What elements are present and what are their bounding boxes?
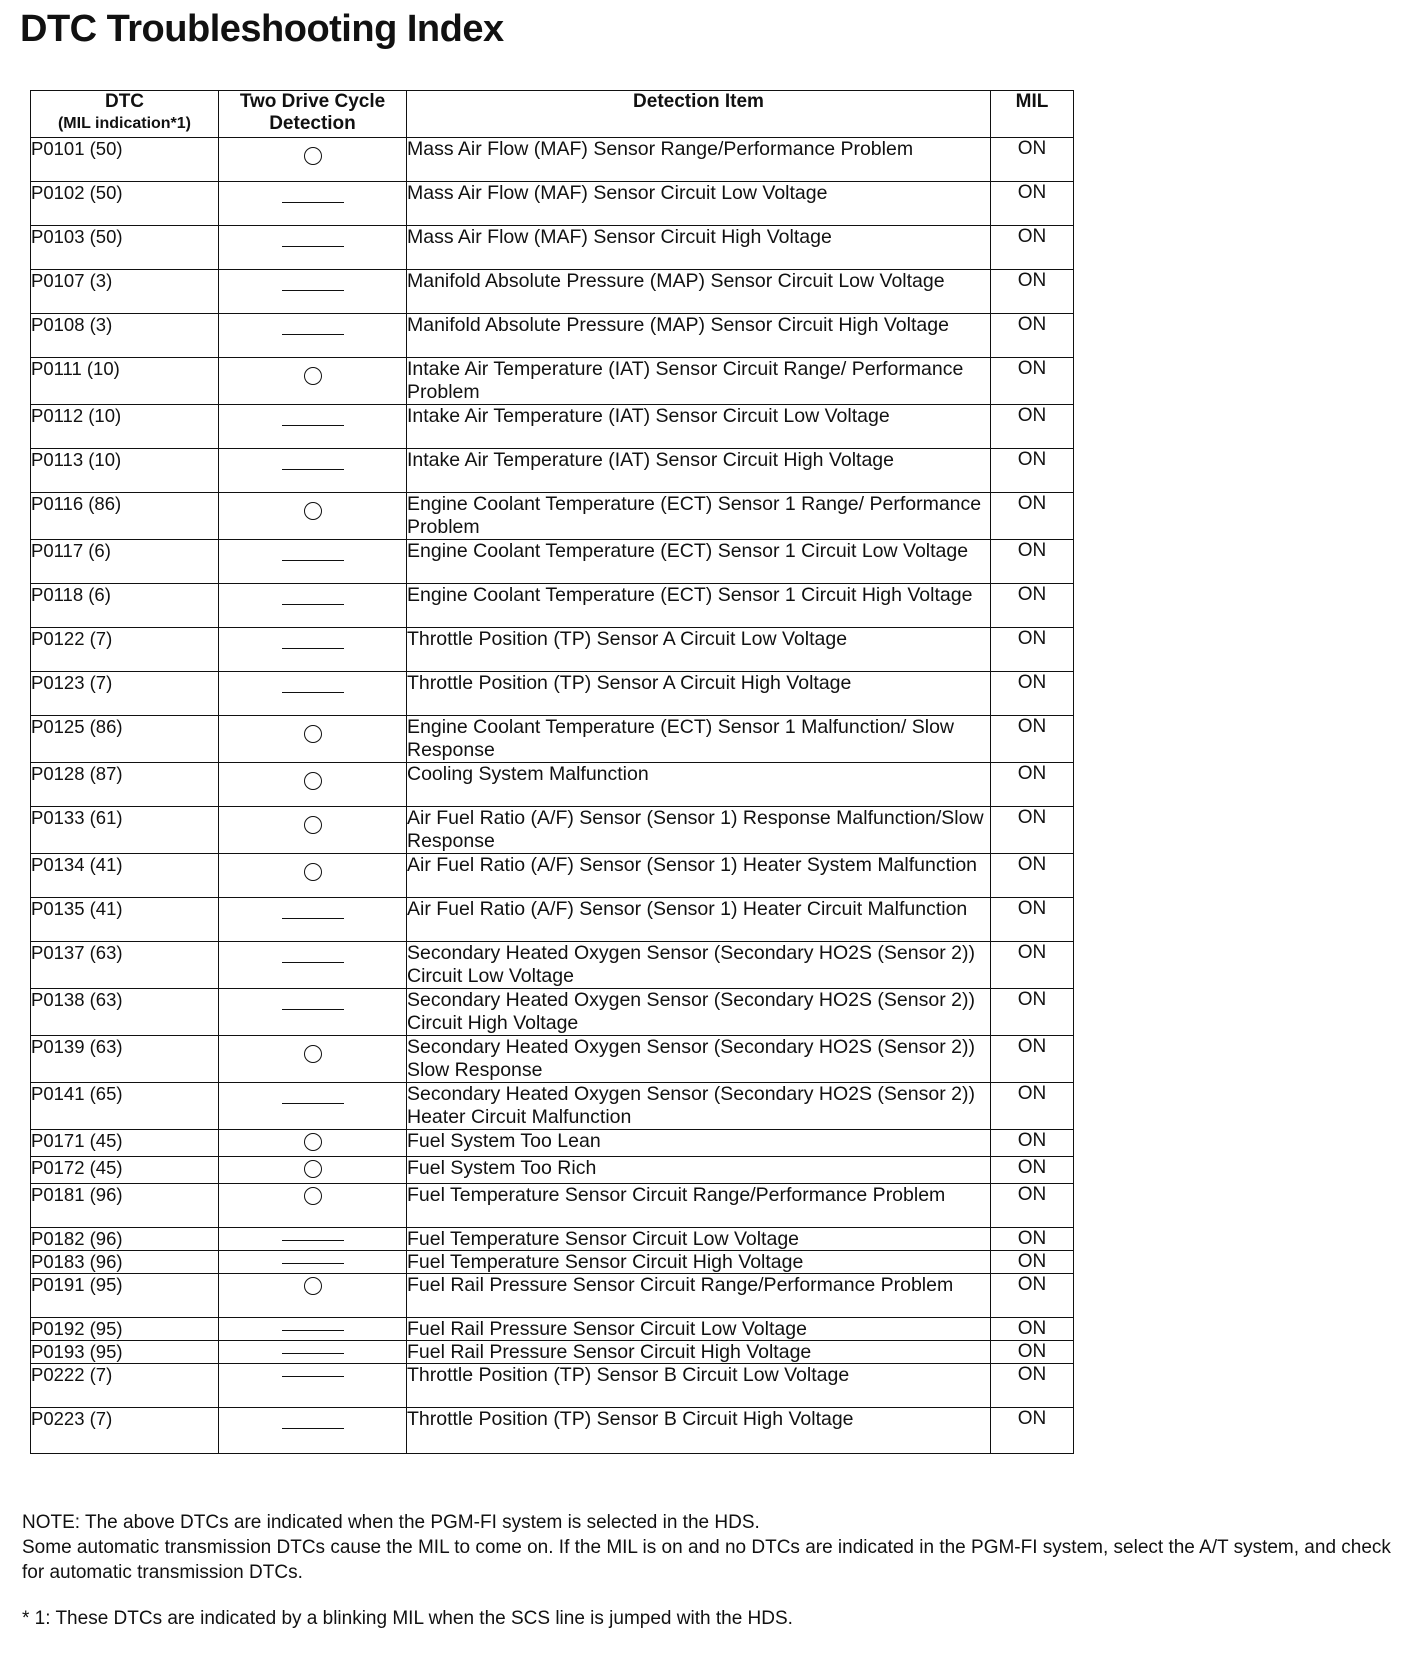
detection-item-cell: Mass Air Flow (MAF) Sensor Circuit Low Voltage [407,182,991,226]
dtc-code-cell: P0122 (7) [31,628,219,672]
dtc-code-cell: P0101 (50) [31,138,219,182]
detection-item-cell: Throttle Position (TP) Sensor B Circuit High Voltage [407,1408,991,1454]
mil-cell: ON [991,1364,1074,1408]
dtc-code-cell: P0125 (86) [31,716,219,763]
header-dtc-label: DTC [104,91,145,112]
two-drive-cell [219,1228,407,1251]
table-row [31,270,1074,314]
header-two-drive-label: Two Drive Cycle [239,91,386,112]
detection-item-cell: Secondary Heated Oxygen Sensor (Secondary HO2S (Sensor 2)) Circuit High Voltage [407,989,991,1036]
circle-icon [304,1133,322,1151]
mil-cell: ON [991,1157,1074,1184]
page-title: DTC Troubleshooting Index [20,8,504,50]
two-drive-cell [219,314,407,358]
table-row [31,942,1074,989]
dtc-code-cell: P0192 (95) [31,1318,219,1341]
mil-cell: ON [991,405,1074,449]
dtc-code-cell: P0141 (65) [31,1083,219,1130]
two-drive-cell [219,358,407,405]
dash-icon [282,918,344,919]
dtc-code-cell: P0117 (6) [31,540,219,584]
dash-icon [282,334,344,335]
detection-item-cell: Fuel Rail Pressure Sensor Circuit Range/Performance Problem [407,1274,991,1318]
table-row [31,540,1074,584]
dtc-code-cell: P0137 (63) [31,942,219,989]
dtc-code-cell: P0138 (63) [31,989,219,1036]
dtc-code-cell: P0171 (45) [31,1130,219,1157]
dash-icon [282,1240,344,1241]
dash-icon [282,962,344,963]
two-drive-cell [219,226,407,270]
mil-cell: ON [991,1228,1074,1251]
mil-cell: ON [991,226,1074,270]
mil-cell: ON [991,540,1074,584]
detection-item-cell: Mass Air Flow (MAF) Sensor Circuit High Voltage [407,226,991,270]
detection-item-cell: Secondary Heated Oxygen Sensor (Secondary HO2S (Sensor 2)) Circuit Low Voltage [407,942,991,989]
dtc-code-cell: P0222 (7) [31,1364,219,1408]
dtc-code-cell: P0118 (6) [31,584,219,628]
detection-item-cell: Engine Coolant Temperature (ECT) Sensor 1 Range/ Performance Problem [407,493,991,540]
detection-item-cell: Fuel Rail Pressure Sensor Circuit High Voltage [407,1341,991,1364]
mil-cell: ON [991,898,1074,942]
two-drive-cell [219,1184,407,1228]
detection-item-cell: Throttle Position (TP) Sensor A Circuit Low Voltage [407,628,991,672]
detection-item-cell: Engine Coolant Temperature (ECT) Sensor 1 Malfunction/ Slow Response [407,716,991,763]
table-row [31,854,1074,898]
dash-icon [282,425,344,426]
mil-cell: ON [991,1083,1074,1130]
detection-item-cell: Air Fuel Ratio (A/F) Sensor (Sensor 1) Heater System Malfunction [407,854,991,898]
table-row [31,1341,1074,1364]
table-row [31,807,1074,854]
mil-cell: ON [991,493,1074,540]
table-row [31,1130,1074,1157]
circle-icon [304,1045,322,1063]
table-row [31,182,1074,226]
two-drive-cell [219,807,407,854]
table-row [31,1251,1074,1274]
header-mil: MIL [991,91,1074,138]
dash-icon [282,648,344,649]
dtc-code-cell: P0123 (7) [31,672,219,716]
mil-cell: ON [991,584,1074,628]
mil-cell: ON [991,1408,1074,1454]
mil-cell: ON [991,628,1074,672]
circle-icon [304,367,322,385]
dtc-code-cell: P0172 (45) [31,1157,219,1184]
detection-item-cell: Manifold Absolute Pressure (MAP) Sensor Circuit Low Voltage [407,270,991,314]
table-row [31,449,1074,493]
dash-icon [282,1103,344,1104]
detection-item-cell: Fuel System Too Rich [407,1157,991,1184]
two-drive-cell [219,763,407,807]
mil-cell: ON [991,1274,1074,1318]
detection-item-cell: Manifold Absolute Pressure (MAP) Sensor Circuit High Voltage [407,314,991,358]
mil-cell: ON [991,1341,1074,1364]
two-drive-cell [219,628,407,672]
header-two-drive-sub: Detection [269,113,356,134]
dtc-code-cell: P0223 (7) [31,1408,219,1454]
detection-item-cell: Fuel Temperature Sensor Circuit Range/Performance Problem [407,1184,991,1228]
dtc-code-cell: P0181 (96) [31,1184,219,1228]
mil-cell: ON [991,807,1074,854]
table-row [31,314,1074,358]
dtc-code-cell: P0134 (41) [31,854,219,898]
two-drive-cell [219,1130,407,1157]
mil-cell: ON [991,270,1074,314]
two-drive-cell [219,182,407,226]
detection-item-cell: Air Fuel Ratio (A/F) Sensor (Sensor 1) Response Malfunction/Slow Response [407,807,991,854]
two-drive-cell [219,1157,407,1184]
mil-cell: ON [991,1130,1074,1157]
two-drive-cell [219,898,407,942]
two-drive-cell [219,1341,407,1364]
dtc-code-cell: P0183 (96) [31,1251,219,1274]
note-line: NOTE: The above DTCs are indicated when the PGM-FI system is selected in the HDS. [22,1512,760,1533]
mil-cell: ON [991,942,1074,989]
mil-cell: ON [991,138,1074,182]
dtc-code-cell: P0112 (10) [31,405,219,449]
mil-cell: ON [991,358,1074,405]
dash-icon [282,202,344,203]
dtc-code-cell: P0128 (87) [31,763,219,807]
detection-item-cell: Cooling System Malfunction [407,763,991,807]
table-row [31,493,1074,540]
detection-item-cell: Engine Coolant Temperature (ECT) Sensor 1 Circuit Low Voltage [407,540,991,584]
circle-icon [304,1160,322,1178]
mil-cell: ON [991,314,1074,358]
detection-item-cell: Intake Air Temperature (IAT) Sensor Circuit Low Voltage [407,405,991,449]
dtc-code-cell: P0135 (41) [31,898,219,942]
dtc-code-cell: P0102 (50) [31,182,219,226]
mil-cell: ON [991,1184,1074,1228]
detection-item-cell: Secondary Heated Oxygen Sensor (Secondary HO2S (Sensor 2)) Heater Circuit Malfunction [407,1083,991,1130]
dash-icon [282,290,344,291]
dtc-code-cell: P0113 (10) [31,449,219,493]
two-drive-cell [219,1083,407,1130]
dtc-code-cell: P0103 (50) [31,226,219,270]
mil-cell: ON [991,1318,1074,1341]
detection-item-cell: Air Fuel Ratio (A/F) Sensor (Sensor 1) Heater Circuit Malfunction [407,898,991,942]
table-row [31,1157,1074,1184]
table-row [31,989,1074,1036]
two-drive-cell [219,716,407,763]
two-drive-cell [219,1251,407,1274]
detection-item-cell: Fuel System Too Lean [407,1130,991,1157]
dash-icon [282,1376,344,1377]
circle-icon [304,725,322,743]
detection-item-cell: Throttle Position (TP) Sensor A Circuit High Voltage [407,672,991,716]
table-row [31,358,1074,405]
header-detection-item: Detection Item [407,91,991,138]
header-two-drive [219,91,407,138]
dtc-code-cell: P0193 (95) [31,1341,219,1364]
detection-item-cell: Secondary Heated Oxygen Sensor (Secondary HO2S (Sensor 2)) Slow Response [407,1036,991,1083]
dash-icon [282,604,344,605]
dash-icon [282,469,344,470]
header-dtc-sub: (MIL indication*1) [57,115,192,132]
circle-icon [304,772,322,790]
mil-cell: ON [991,182,1074,226]
dtc-code-cell: P0133 (61) [31,807,219,854]
dash-icon [282,692,344,693]
two-drive-cell [219,540,407,584]
circle-icon [304,502,322,520]
dash-icon [282,1330,344,1331]
dash-icon [282,1009,344,1010]
dash-icon [282,1353,344,1354]
dash-icon [282,1263,344,1264]
table-row [31,898,1074,942]
dtc-code-cell: P0116 (86) [31,493,219,540]
mil-cell: ON [991,1251,1074,1274]
mil-cell: ON [991,449,1074,493]
two-drive-cell [219,1364,407,1408]
two-drive-cell [219,270,407,314]
dash-icon [282,560,344,561]
mil-cell: ON [991,989,1074,1036]
table-row [31,1228,1074,1251]
table-row [31,1408,1074,1454]
mil-cell: ON [991,672,1074,716]
detection-item-cell: Fuel Rail Pressure Sensor Circuit Low Voltage [407,1318,991,1341]
table-row [31,138,1074,182]
detection-item-cell: Intake Air Temperature (IAT) Sensor Circuit High Voltage [407,449,991,493]
footnote: * 1: These DTCs are indicated by a blinking MIL when the SCS line is jumped with the HDS. [22,1608,793,1629]
two-drive-cell [219,1036,407,1083]
dtc-code-cell: P0108 (3) [31,314,219,358]
detection-item-cell: Fuel Temperature Sensor Circuit Low Voltage [407,1228,991,1251]
notes [22,1510,1392,1585]
mil-cell: ON [991,854,1074,898]
two-drive-cell [219,989,407,1036]
detection-item-cell: Engine Coolant Temperature (ECT) Sensor 1 Circuit High Voltage [407,584,991,628]
dash-icon [282,246,344,247]
table-row [31,1318,1074,1341]
two-drive-cell [219,1274,407,1318]
detection-item-cell: Fuel Temperature Sensor Circuit High Voltage [407,1251,991,1274]
dtc-code-cell: P0191 (95) [31,1274,219,1318]
circle-icon [304,863,322,881]
table-row [31,1083,1074,1130]
dash-icon [282,1428,344,1429]
circle-icon [304,816,322,834]
table-row [31,763,1074,807]
header-dtc [31,91,219,138]
circle-icon [304,1277,322,1295]
table-body [31,138,1074,1454]
detection-item-cell: Intake Air Temperature (IAT) Sensor Circuit Range/ Performance Problem [407,358,991,405]
two-drive-cell [219,942,407,989]
two-drive-cell [219,584,407,628]
table-row [31,716,1074,763]
two-drive-cell [219,1408,407,1454]
table-row [31,628,1074,672]
dtc-code-cell: P0107 (3) [31,270,219,314]
mil-cell: ON [991,1036,1074,1083]
table-row [31,1184,1074,1228]
mil-cell: ON [991,716,1074,763]
dtc-table [30,90,1074,1454]
dtc-code-cell: P0139 (63) [31,1036,219,1083]
table-header-row [31,91,1074,138]
two-drive-cell [219,449,407,493]
table-row [31,405,1074,449]
table-row [31,1036,1074,1083]
dtc-code-cell: P0111 (10) [31,358,219,405]
table-row [31,672,1074,716]
two-drive-cell [219,854,407,898]
table-row [31,226,1074,270]
table-row [31,1364,1074,1408]
two-drive-cell [219,405,407,449]
table-row [31,584,1074,628]
note-line: Some automatic transmission DTCs cause the MIL to come on. If the MIL is on and no DTCs are indicated in the PGM-FI system, select the A/T system, and check for automatic transmission DTCs. [22,1537,1391,1583]
detection-item-cell: Throttle Position (TP) Sensor B Circuit Low Voltage [407,1364,991,1408]
two-drive-cell [219,493,407,540]
two-drive-cell [219,672,407,716]
table-row [31,1274,1074,1318]
mil-cell: ON [991,763,1074,807]
dtc-code-cell: P0182 (96) [31,1228,219,1251]
two-drive-cell [219,1318,407,1341]
two-drive-cell [219,138,407,182]
detection-item-cell: Mass Air Flow (MAF) Sensor Range/Performance Problem [407,138,991,182]
circle-icon [304,1187,322,1205]
circle-icon [304,147,322,165]
